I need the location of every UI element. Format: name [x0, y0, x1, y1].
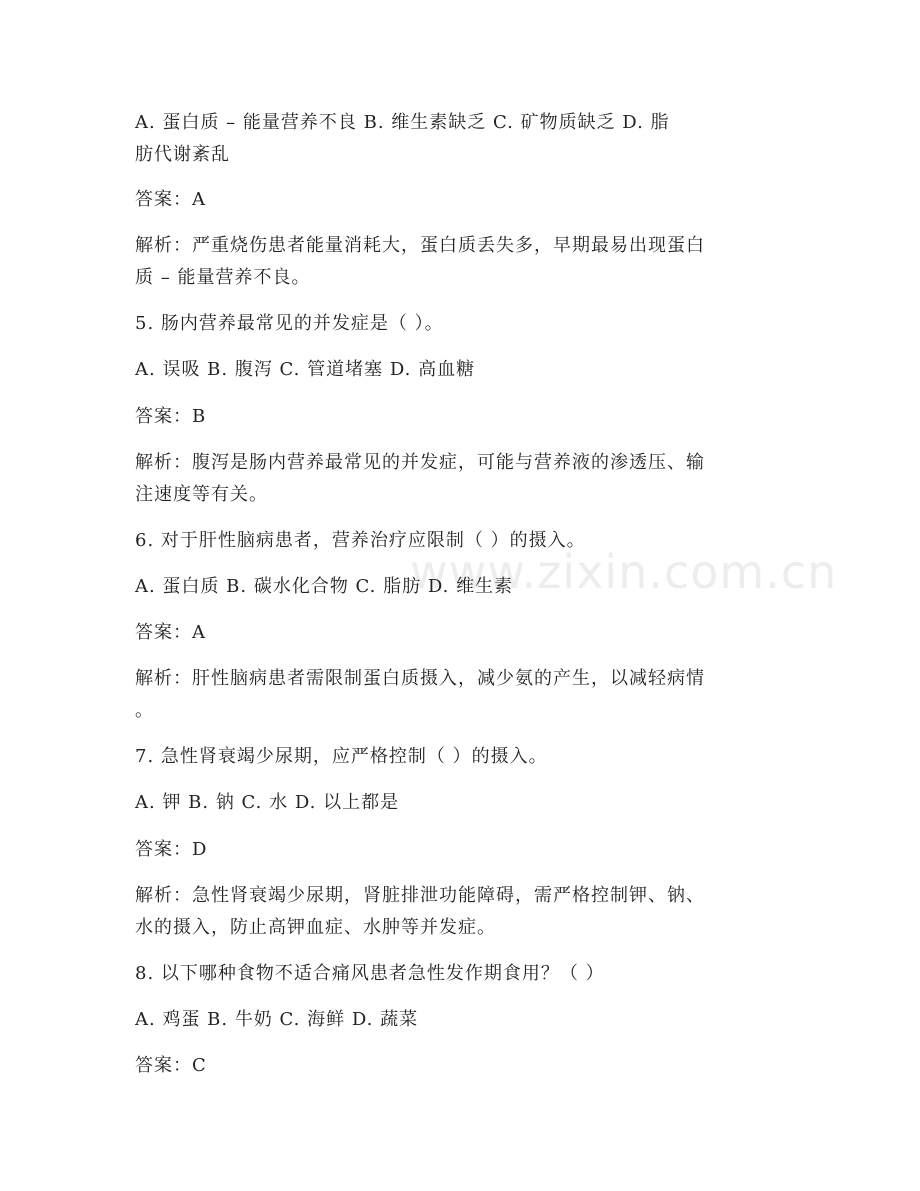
q7-question: 7. 急性肾衰竭少尿期，应严格控制（ ）的摄入。: [135, 746, 548, 767]
q8-answer: 答案：C: [135, 1055, 207, 1076]
q7-explanation-line-2: 水的摄入，防止高钾血症、水肿等并发症。: [135, 917, 496, 938]
q8-question: 8. 以下哪种食物不适合痛风患者急性发作期食用？（ ）: [135, 963, 605, 984]
q4-explanation-line-2: 质 – 能量营养不良。: [135, 267, 311, 288]
q6-options: A. 蛋白质 B. 碳水化合物 C. 脂肪 D. 维生素: [135, 576, 514, 597]
q5-explanation-line-2: 注速度等有关。: [135, 484, 268, 505]
q5-options: A. 误吸 B. 腹泻 C. 管道堵塞 D. 高血糖: [135, 359, 476, 380]
q6-explanation-line-2: 。: [135, 700, 154, 721]
q4-answer: 答案：A: [135, 189, 206, 210]
q4-explanation-line-1: 解析：严重烧伤患者能量消耗大，蛋白质丢失多，早期最易出现蛋白: [135, 235, 705, 256]
q5-question: 5. 肠内营养最常见的并发症是（ ）。: [135, 313, 444, 334]
q7-explanation-line-1: 解析：急性肾衰竭少尿期，肾脏排泄功能障碍，需严格控制钾、钠、: [135, 885, 705, 906]
q6-question: 6. 对于肝性脑病患者，营养治疗应限制（ ）的摄入。: [135, 530, 586, 551]
q6-explanation-line-1: 解析：肝性脑病患者需限制蛋白质摄入，减少氨的产生，以减轻病情: [135, 668, 705, 689]
q8-options: A. 鸡蛋 B. 牛奶 C. 海鲜 D. 蔬菜: [135, 1009, 419, 1030]
q6-answer: 答案：A: [135, 622, 206, 643]
q7-options: A. 钾 B. 钠 C. 水 D. 以上都是: [135, 792, 400, 813]
q4-options-line-2: 肪代谢紊乱: [135, 144, 230, 165]
watermark: www.zixin.com.cn: [410, 545, 838, 599]
q7-answer: 答案：D: [135, 839, 208, 860]
q4-options-line-1: A. 蛋白质 – 能量营养不良 B. 维生素缺乏 C. 矿物质缺乏 D. 脂: [135, 112, 670, 133]
q5-explanation-line-1: 解析：腹泻是肠内营养最常见的并发症，可能与营养液的渗透压、输: [135, 452, 705, 473]
q5-answer: 答案：B: [135, 406, 207, 427]
